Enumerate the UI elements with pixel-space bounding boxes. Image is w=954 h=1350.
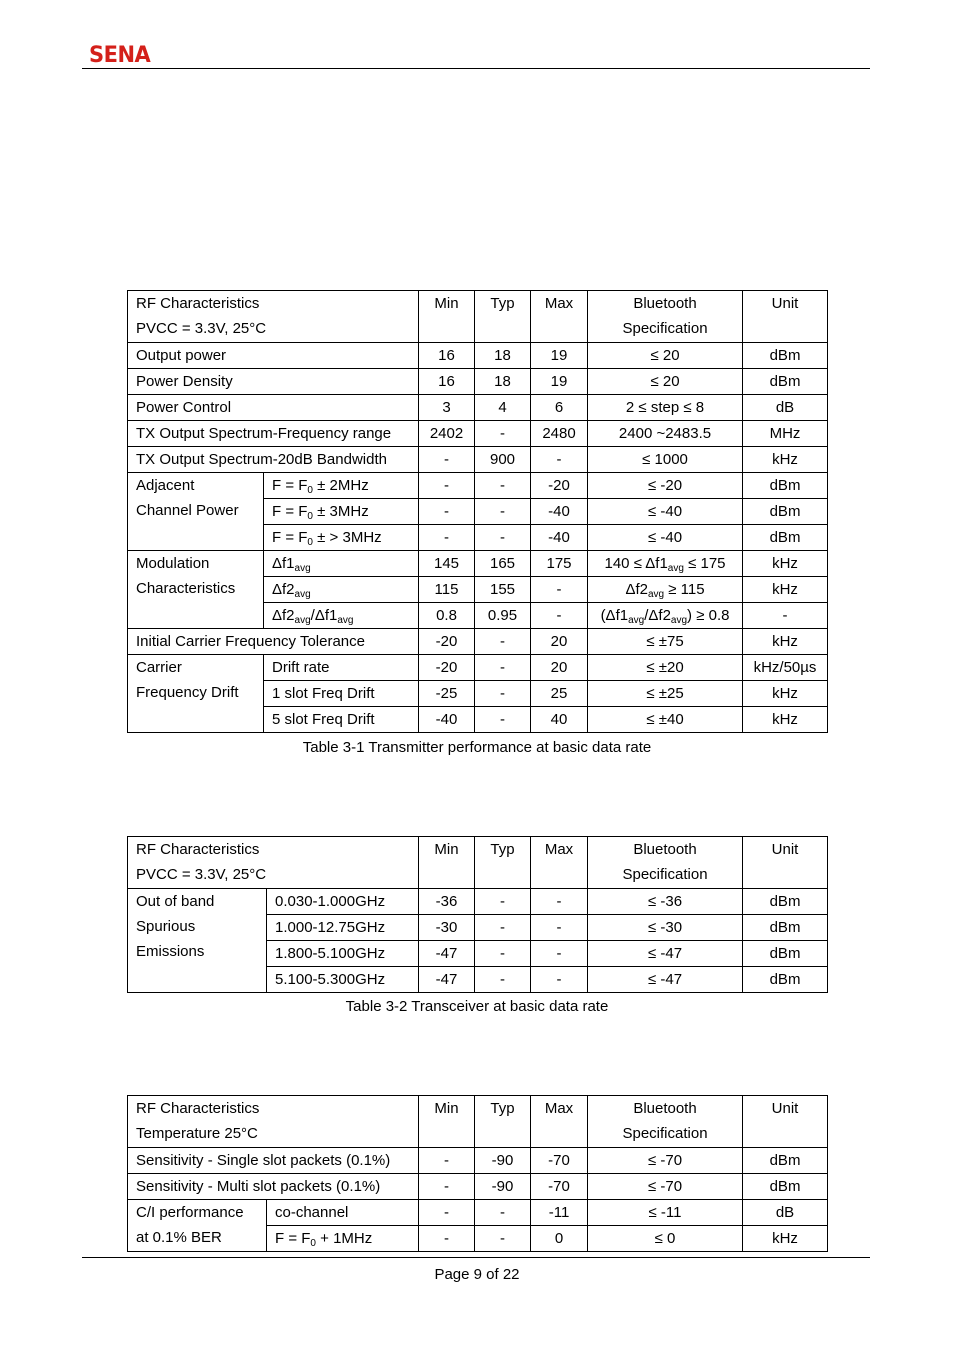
unit-cell: dBm xyxy=(743,967,828,993)
spec-cell: ≤ -30 xyxy=(588,915,743,941)
page-number: Page 9 of 22 xyxy=(434,1266,520,1283)
typ-cell: - xyxy=(475,1200,531,1226)
unit-cell: dBm xyxy=(743,1148,828,1174)
unit-cell: dBm xyxy=(743,941,828,967)
typ-cell: - xyxy=(475,421,531,447)
typ-cell: - xyxy=(475,707,531,733)
typ-cell: - xyxy=(475,889,531,915)
typ-cell: - xyxy=(475,629,531,655)
max-cell: - xyxy=(531,967,588,993)
min-cell: -30 xyxy=(419,915,475,941)
condition-cell: $F = F_0 + 1MHz$ xyxy=(267,1226,419,1252)
spec-cell: 2400 ~2483.5 xyxy=(588,421,743,447)
unit-cell: dBm xyxy=(743,889,828,915)
max-cell: -11 xyxy=(531,1200,588,1226)
transceiver-table xyxy=(127,836,828,993)
typ-cell: - xyxy=(475,915,531,941)
typ-cell: - xyxy=(475,473,531,499)
max-cell: 0 xyxy=(531,1226,588,1252)
unit-cell: dBm xyxy=(743,343,828,369)
typ-cell: - xyxy=(475,525,531,551)
condition-cell: 1.800-5.100GHz xyxy=(267,941,419,967)
min-cell: 145 xyxy=(419,551,475,577)
min-cell: 3 xyxy=(419,395,475,421)
unit-cell: dB xyxy=(743,1200,828,1226)
condition-cell: 5 slot Freq Drift xyxy=(264,707,419,733)
max-cell: - xyxy=(531,941,588,967)
typ-header: Typ xyxy=(475,837,531,889)
spec-cell: ≤ -47 xyxy=(588,967,743,993)
spec-header: Bluetooth Specification xyxy=(588,1096,743,1148)
table-caption: Table 3-2 Transceiver at basic data rate xyxy=(345,998,609,1015)
table-row xyxy=(128,655,828,681)
min-cell: -47 xyxy=(419,967,475,993)
spec-cell: ≤ -70 xyxy=(588,1174,743,1200)
max-cell: 25 xyxy=(531,681,588,707)
typ-header: Typ xyxy=(475,291,531,343)
typ-cell: -90 xyxy=(475,1148,531,1174)
table-header-row xyxy=(128,291,828,343)
min-cell: -36 xyxy=(419,889,475,915)
table-row xyxy=(128,1174,828,1200)
typ-cell: - xyxy=(475,499,531,525)
group-label-ci: C/I performance at 0.1% BER xyxy=(128,1200,267,1252)
spec-cell: ≤ ±75 xyxy=(588,629,743,655)
condition-cell: Drift rate xyxy=(264,655,419,681)
row-label: TX Output Spectrum-Frequency range xyxy=(128,421,419,447)
typ-cell: 900 xyxy=(475,447,531,473)
table-row xyxy=(128,1148,828,1174)
table-row xyxy=(128,473,828,499)
condition-cell: co-channel xyxy=(267,1200,419,1226)
typ-cell: 4 xyxy=(475,395,531,421)
min-cell: - xyxy=(419,499,475,525)
max-cell: 20 xyxy=(531,629,588,655)
unit-header: Unit xyxy=(743,1096,828,1148)
spec-cell: ≤ ±20 xyxy=(588,655,743,681)
receiver-sensitivity-table xyxy=(127,1095,828,1252)
spec-cell: 2 ≤ step ≤ 8 xyxy=(588,395,743,421)
min-header: Min xyxy=(419,1096,475,1148)
condition-cell: $\Delta f2_{avg}$ xyxy=(264,577,419,603)
max-cell: -20 xyxy=(531,473,588,499)
typ-cell: 18 xyxy=(475,343,531,369)
spec-cell: ≤ ±40 xyxy=(588,707,743,733)
min-cell: 115 xyxy=(419,577,475,603)
max-cell: -70 xyxy=(531,1174,588,1200)
table-row xyxy=(128,343,828,369)
spec-cell: ≤ -40 xyxy=(588,525,743,551)
min-cell: - xyxy=(419,525,475,551)
spec-cell: ≤ 20 xyxy=(588,369,743,395)
table-row xyxy=(128,447,828,473)
table-row xyxy=(128,421,828,447)
spec-cell: ≤ -36 xyxy=(588,889,743,915)
max-cell: -40 xyxy=(531,525,588,551)
table-row xyxy=(128,889,828,915)
unit-cell: kHz xyxy=(743,707,828,733)
table-row xyxy=(128,369,828,395)
max-cell: - xyxy=(531,889,588,915)
table-row xyxy=(128,395,828,421)
unit-cell: dBm xyxy=(743,499,828,525)
min-cell: -25 xyxy=(419,681,475,707)
condition-cell: $\Delta f1_{avg}$ xyxy=(264,551,419,577)
row-label: Sensitivity - Single slot packets (0.1%) xyxy=(128,1148,419,1174)
spec-cell: ≤ -70 xyxy=(588,1148,743,1174)
row-label: Sensitivity - Multi slot packets (0.1%) xyxy=(128,1174,419,1200)
header-rule xyxy=(82,68,870,69)
typ-cell: 165 xyxy=(475,551,531,577)
unit-header: Unit xyxy=(743,837,828,889)
max-cell: -40 xyxy=(531,499,588,525)
spec-cell: $(\Delta f1_{avg}/\Delta f2_{avg}) \ge 0.8$ xyxy=(588,603,743,629)
spec-header: Bluetooth Specification xyxy=(588,291,743,343)
row-label: Power Control xyxy=(128,395,419,421)
max-cell: - xyxy=(531,915,588,941)
unit-cell: kHz xyxy=(743,629,828,655)
typ-cell: 0.95 xyxy=(475,603,531,629)
typ-cell: -90 xyxy=(475,1174,531,1200)
typ-cell: 18 xyxy=(475,369,531,395)
min-cell: -20 xyxy=(419,629,475,655)
typ-cell: - xyxy=(475,1226,531,1252)
condition-cell: 0.030-1.000GHz xyxy=(267,889,419,915)
min-cell: 16 xyxy=(419,369,475,395)
max-cell: - xyxy=(531,447,588,473)
max-cell: - xyxy=(531,603,588,629)
row-label: Power Density xyxy=(128,369,419,395)
spec-cell: ≤ 0 xyxy=(588,1226,743,1252)
table-header-row xyxy=(128,1096,828,1148)
table-header-row xyxy=(128,837,828,889)
condition-cell: 5.100-5.300GHz xyxy=(267,967,419,993)
group-label-adjacent: Adjacent Channel Power xyxy=(128,473,264,551)
unit-cell: dBm xyxy=(743,915,828,941)
spec-cell: ≤ -11 xyxy=(588,1200,743,1226)
typ-cell: - xyxy=(475,941,531,967)
max-header: Max xyxy=(531,291,588,343)
table-caption: Table 3-1 Transmitter performance at basic data rate xyxy=(302,739,652,756)
spec-cell: $\Delta f2_{avg} \ge 115$ xyxy=(588,577,743,603)
unit-header: Unit xyxy=(743,291,828,343)
min-header: Min xyxy=(419,291,475,343)
min-cell: 0.8 xyxy=(419,603,475,629)
row-label: TX Output Spectrum-20dB Bandwidth xyxy=(128,447,419,473)
spec-cell: ≤ -20 xyxy=(588,473,743,499)
group-label-modulation: Modulation Characteristics xyxy=(128,551,264,629)
rf-characteristics-header: RF Characteristics PVCC = 3.3V, 25°C xyxy=(128,291,419,343)
max-header: Max xyxy=(531,837,588,889)
max-cell: 19 xyxy=(531,369,588,395)
min-cell: -20 xyxy=(419,655,475,681)
spec-cell: ≤ ±25 xyxy=(588,681,743,707)
min-cell: - xyxy=(419,1200,475,1226)
max-cell: 20 xyxy=(531,655,588,681)
condition-cell: $F = F_0 \pm 3MHz$ xyxy=(264,499,419,525)
transmitter-performance-table xyxy=(127,290,828,733)
table-row xyxy=(128,551,828,577)
condition-cell: $F = F_0$ ± > 3MHz xyxy=(264,525,419,551)
rf-characteristics-header: RF Characteristics Temperature 25°C xyxy=(128,1096,419,1148)
sena-logo: SENA xyxy=(89,42,151,68)
spec-cell: $140 \le \Delta f1_{avg} \le 175$ xyxy=(588,551,743,577)
min-cell: -47 xyxy=(419,941,475,967)
group-label-drift: Carrier Frequency Drift xyxy=(128,655,264,733)
unit-cell: dBm xyxy=(743,525,828,551)
condition-cell: $F = F_0 \pm 2MHz$ xyxy=(264,473,419,499)
typ-cell: - xyxy=(475,967,531,993)
typ-header: Typ xyxy=(475,1096,531,1148)
spec-cell: ≤ -40 xyxy=(588,499,743,525)
max-cell: - xyxy=(531,577,588,603)
min-cell: - xyxy=(419,1226,475,1252)
spec-header: Bluetooth Specification xyxy=(588,837,743,889)
typ-cell: - xyxy=(475,655,531,681)
unit-cell: MHz xyxy=(743,421,828,447)
rf-characteristics-header: RF Characteristics PVCC = 3.3V, 25°C xyxy=(128,837,419,889)
table-row xyxy=(128,629,828,655)
condition-cell: 1 slot Freq Drift xyxy=(264,681,419,707)
row-label: Output power xyxy=(128,343,419,369)
spec-cell: ≤ 1000 xyxy=(588,447,743,473)
unit-cell: kHz xyxy=(743,551,828,577)
unit-cell: kHz xyxy=(743,447,828,473)
max-cell: 19 xyxy=(531,343,588,369)
unit-cell: kHz xyxy=(743,577,828,603)
unit-cell: dBm xyxy=(743,1174,828,1200)
row-label: Initial Carrier Frequency Tolerance xyxy=(128,629,419,655)
min-cell: 2402 xyxy=(419,421,475,447)
max-cell: 40 xyxy=(531,707,588,733)
min-cell: - xyxy=(419,473,475,499)
spec-cell: ≤ -47 xyxy=(588,941,743,967)
min-header: Min xyxy=(419,837,475,889)
unit-cell: - xyxy=(743,603,828,629)
min-cell: - xyxy=(419,1174,475,1200)
unit-cell: kHz xyxy=(743,681,828,707)
condition-cell: 1.000-12.75GHz xyxy=(267,915,419,941)
max-header: Max xyxy=(531,1096,588,1148)
unit-cell: dBm xyxy=(743,369,828,395)
spec-cell: ≤ 20 xyxy=(588,343,743,369)
max-cell: -70 xyxy=(531,1148,588,1174)
table-row xyxy=(128,1200,828,1226)
typ-cell: 155 xyxy=(475,577,531,603)
unit-cell: dBm xyxy=(743,473,828,499)
max-cell: 175 xyxy=(531,551,588,577)
max-cell: 6 xyxy=(531,395,588,421)
typ-cell: - xyxy=(475,681,531,707)
min-cell: - xyxy=(419,1148,475,1174)
unit-cell: kHz/50µs xyxy=(743,655,828,681)
min-cell: - xyxy=(419,447,475,473)
min-cell: 16 xyxy=(419,343,475,369)
min-cell: -40 xyxy=(419,707,475,733)
max-cell: 2480 xyxy=(531,421,588,447)
condition-cell: $\Delta f2_{avg}/\Delta f1_{avg}$ xyxy=(264,603,419,629)
unit-cell: kHz xyxy=(743,1226,828,1252)
unit-cell: dB xyxy=(743,395,828,421)
group-label-spurious: Out of band Spurious Emissions xyxy=(128,889,267,993)
footer-rule xyxy=(82,1257,870,1258)
